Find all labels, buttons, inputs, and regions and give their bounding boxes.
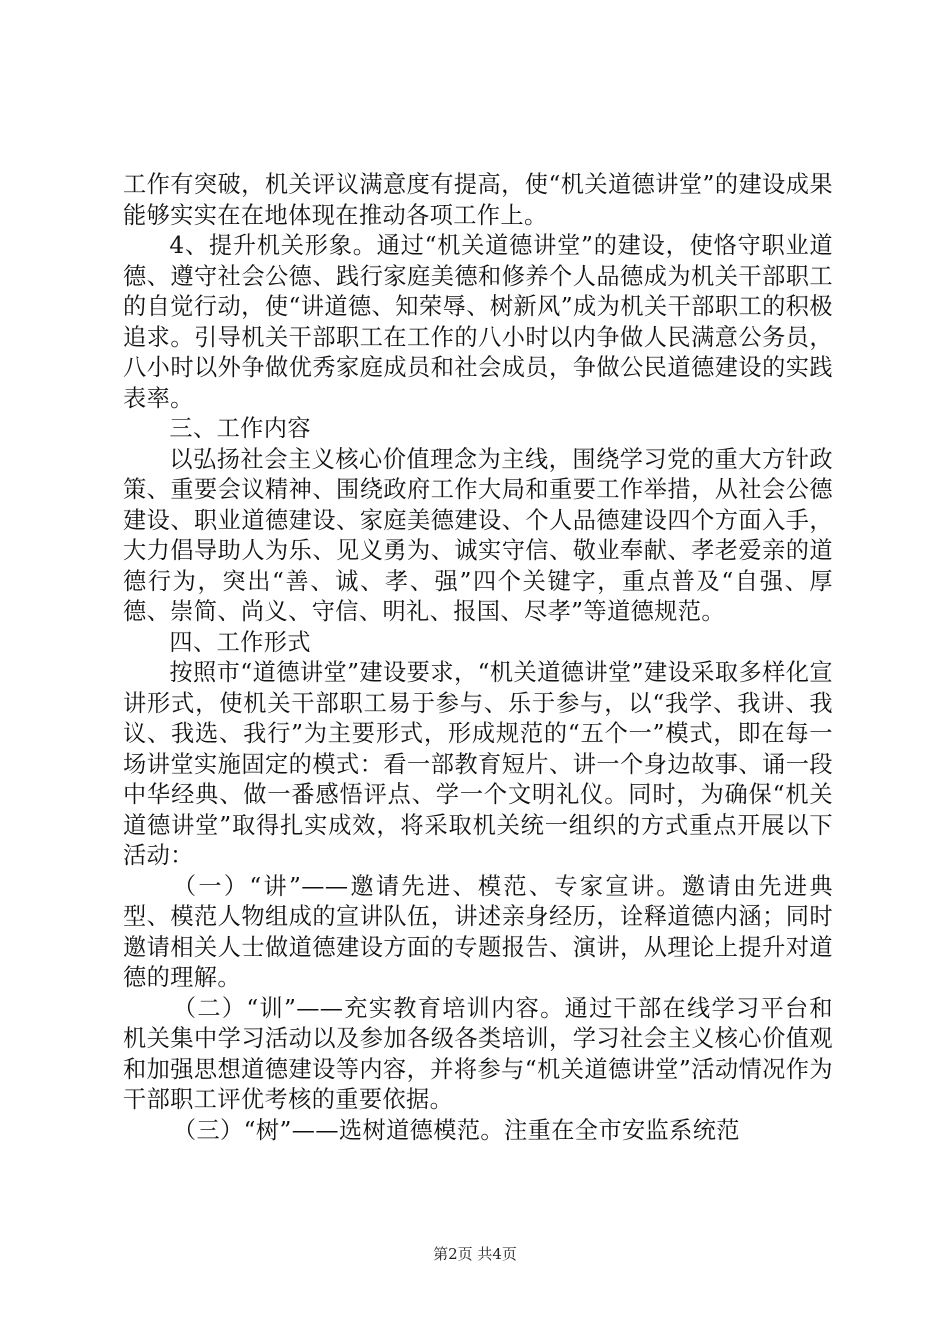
paragraph-activity-1: （一）“讲”——邀请先进、模范、专家宣讲。邀请由先进典型、模范人物组成的宣讲队伍，讲述亲身经历，诠释道德内涵；同时邀请相关人士做道德建设方面的专题报告、演讲，从理论上提升对道德的理解。 <box>123 872 833 991</box>
paragraph-item-4: 4、提升机关形象。通过“机关道德讲堂”的建设，使恪守职业道德、遵守社会公德、践行家庭美德和修养个人品德成为机关干部职工的自觉行动，使“讲道德、知荣辱、树新风”成为机关干部职工的积极追求。引导机关干部职工在工作的八小时以内争做人民满意公务员，八小时以外争做优秀家庭成员和社会成员，争做公民道德建设的实践表率。 <box>123 232 833 412</box>
paragraph-work-content: 以弘扬社会主义核心价值理念为主线，围绕学习党的重大方针政策、重要会议精神、围绕政府工作大局和重要工作举措，从社会公德建设、职业道德建设、家庭美德建设、个人品德建设四个方面入手，大力倡导助人为乐、见义勇为、诚实守信、敬业奉献、孝老爱亲的道德行为，突出“善、诚、孝、强”四个关键字，重点普及“自强、厚德、崇简、尚义、守信、明礼、报国、尽孝”等道德规范。 <box>123 445 833 625</box>
section-heading-work-form: 四、工作形式 <box>169 628 311 656</box>
paragraph-work-form: 按照市“道德讲堂”建设要求，“机关道德讲堂”建设采取多样化宣讲形式，使机关干部职工易于参与、乐于参与，以“我学、我讲、我议、我选、我行”为主要形式，形成规范的“五个一”模式，即在每一场讲堂实施固定的模式：看一部教育短片、讲一个身边故事、诵一段中华经典、做一番感悟评点、学一个文明礼仪。同时，为确保“机关道德讲堂”取得扎实成效，将采取机关统一组织的方式重点开展以下活动： <box>123 659 833 869</box>
document-body <box>123 170 833 1146</box>
page-footer <box>0 1244 950 1264</box>
page-number-label: 第2页 共4页 <box>433 1245 517 1263</box>
section-heading-work-content: 三、工作内容 <box>169 415 311 442</box>
paragraph-activity-2: （二）“训”——充实教育培训内容。通过干部在线学习平台和机关集中学习活动以及参加各级各类培训，学习社会主义核心价值观和加强思想道德建设等内容，并将参与“机关道德讲堂”活动情况作为干部职工评优考核的重要依据。 <box>123 994 833 1113</box>
paragraph-activity-3: （三）“树”——选树道德模范。注重在全市安监系统范 <box>172 1116 740 1144</box>
paragraph-continuation: 工作有突破，机关评议满意度有提高，使“机关道德讲堂”的建设成果能够实实在在地体现在推动各项工作上。 <box>123 171 833 229</box>
